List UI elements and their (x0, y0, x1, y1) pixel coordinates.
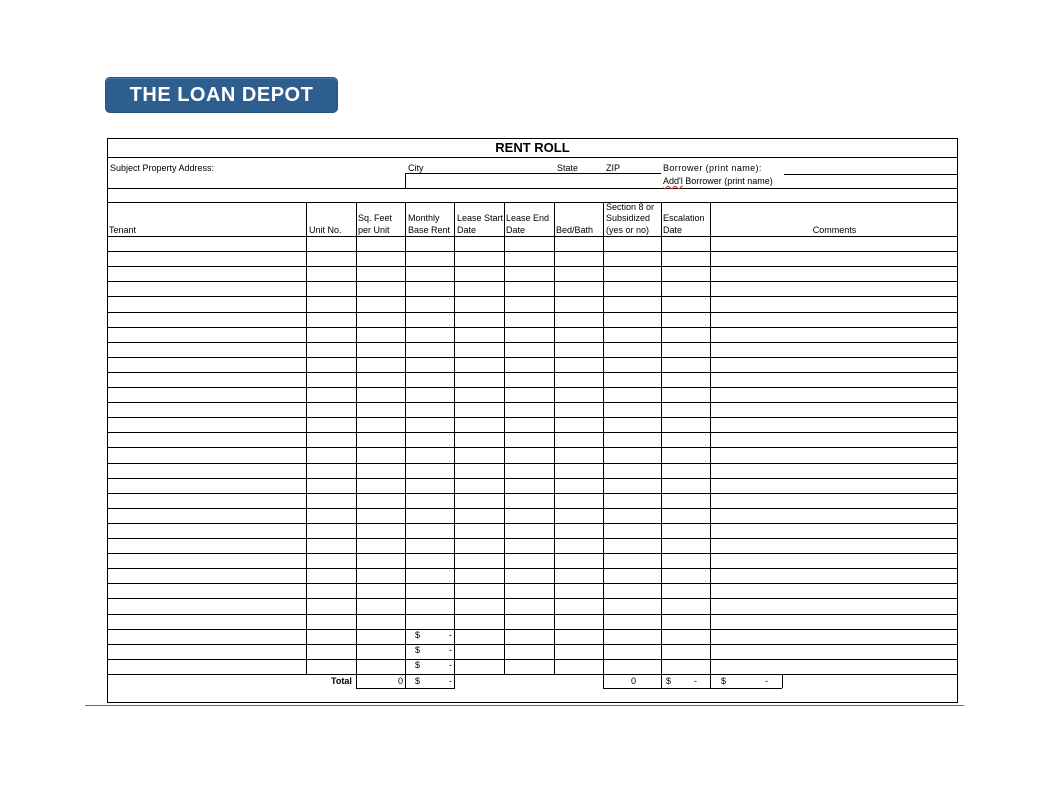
table-row-line (107, 629, 958, 630)
table-row-line (107, 598, 958, 599)
col-section8-line3: (yes or no) (606, 225, 650, 235)
total-section8: 0 (630, 676, 636, 686)
page-title: RENT ROLL (495, 140, 570, 155)
table-row-line (107, 614, 958, 615)
col-rent-line2: Base Rent (408, 225, 451, 235)
borrower-underline (784, 174, 958, 175)
table-row-line (107, 266, 958, 267)
co-borrower-label (663, 176, 773, 187)
subtotal-currency: $ (415, 645, 421, 655)
table-column-line (306, 202, 307, 674)
total-box-divider (710, 674, 711, 688)
address-label: Subject Property Address: (110, 163, 215, 173)
header-top-line (107, 202, 958, 203)
co-borrower-rest: Borrower (print name) (682, 176, 773, 186)
table-column-line (710, 202, 711, 674)
total-escalation-currency: $ (666, 676, 672, 686)
company-logo (105, 77, 338, 113)
table-row-line (107, 644, 958, 645)
total-label: Total (331, 676, 352, 686)
col-rent-line1: Monthly (408, 213, 440, 223)
table-column-line (554, 202, 555, 674)
col-lease-start-line2: Date (457, 225, 477, 235)
table-column-line (661, 202, 662, 674)
table-row-line (107, 327, 958, 328)
table-row-line (107, 372, 958, 373)
table-row-line (107, 387, 958, 388)
total-rent-value: - (449, 676, 452, 686)
subtotal-value: - (449, 645, 452, 655)
table-column-line (504, 202, 505, 674)
col-sqft-line2: per Unit (358, 225, 390, 235)
col-sqft-line1: Sq. Feet (358, 213, 393, 223)
total-box-bottom (356, 688, 455, 689)
table-column-line (356, 202, 357, 688)
table-row-line (107, 553, 958, 554)
table-row-line (107, 583, 958, 584)
subtotal-value: - (449, 660, 452, 670)
subtotal-currency: $ (415, 630, 421, 640)
state-label: State (557, 163, 579, 173)
col-lease-end-line1: Lease End (506, 213, 550, 223)
total-box-bottom-right (603, 688, 782, 689)
address-underline (406, 173, 661, 174)
col-comments: Comments (812, 225, 857, 235)
zip-label: ZIP (606, 163, 621, 173)
header-bottom-line (107, 236, 958, 237)
table-row-line (107, 538, 958, 539)
logo-text: THE LOAN DEPOT (129, 83, 314, 106)
col-unit-no: Unit No. (309, 225, 342, 235)
table-row-line (107, 523, 958, 524)
col-escalation-line2: Date (663, 225, 683, 235)
table-row-line (107, 508, 958, 509)
col-bed-bath: Bed/Bath (556, 225, 594, 235)
total-comments-value: - (765, 676, 768, 686)
total-box-divider (661, 674, 662, 688)
subtotal-value: - (449, 630, 452, 640)
table-row-line (107, 312, 958, 313)
table-row-line (107, 493, 958, 494)
col-section8-line2: Subsidized (606, 213, 651, 223)
table-row-line (107, 296, 958, 297)
table-column-line (603, 202, 604, 674)
borrower-label: Borrower (print name): (663, 163, 762, 173)
subtotal-currency: $ (415, 660, 421, 670)
city-label: City (408, 163, 424, 173)
table-row-line (107, 674, 958, 675)
col-tenant: Tenant (109, 225, 137, 235)
table-row-line (107, 659, 958, 660)
table-row-line (107, 342, 958, 343)
total-comments-currency: $ (721, 676, 727, 686)
table-row-line (107, 417, 958, 418)
city-divider (405, 173, 406, 188)
table-row-line (107, 251, 958, 252)
table-row-line (107, 357, 958, 358)
co-borrower-prefix: Add'l (663, 176, 683, 186)
col-lease-start-line1: Lease Start (457, 213, 504, 223)
col-lease-end-line2: Date (506, 225, 526, 235)
footer-rule (85, 705, 964, 706)
total-rent-currency: $ (415, 676, 421, 686)
col-escalation-line1: Escalation (663, 213, 705, 223)
table-row-line (107, 463, 958, 464)
table-row-line (107, 432, 958, 433)
total-box-right (782, 674, 783, 688)
total-sqft: 0 (397, 676, 403, 686)
total-escalation-value: - (694, 676, 697, 686)
table-column-line (405, 202, 406, 688)
info-divider (107, 188, 958, 189)
table-row-line (107, 402, 958, 403)
table-row-line (107, 447, 958, 448)
col-section8-line1: Section 8 or (606, 202, 655, 212)
table-row-line (107, 568, 958, 569)
title-divider (107, 157, 958, 158)
table-row-line (107, 478, 958, 479)
table-row-line (107, 281, 958, 282)
table-column-line (454, 202, 455, 688)
